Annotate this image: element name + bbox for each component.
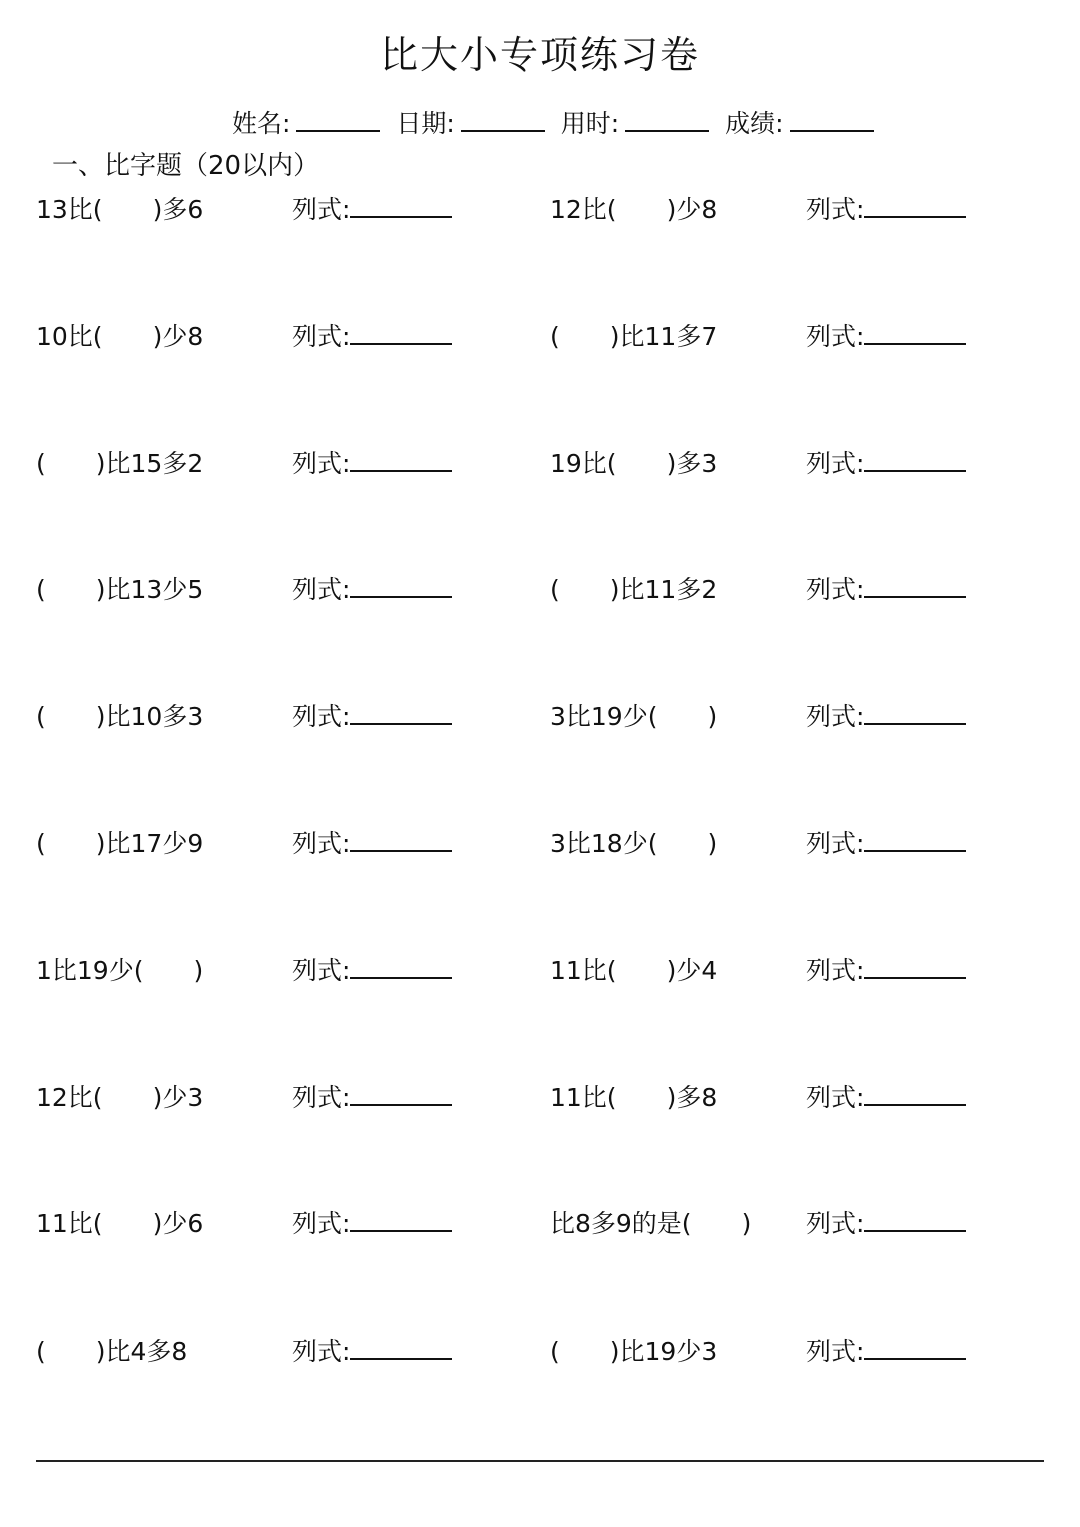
question-right: ( )比11多7 (550, 322, 718, 351)
formula-blank[interactable] (350, 194, 452, 218)
formula-blank[interactable] (864, 1082, 966, 1106)
formula-left (292, 697, 452, 733)
question-right: 比8多9的是( ) (550, 1209, 752, 1238)
formula-left (292, 444, 452, 480)
score-field (725, 104, 873, 140)
formula-label: 列式: (806, 956, 865, 985)
formula-blank[interactable] (864, 701, 966, 725)
formula-label: 列式: (806, 195, 865, 224)
formula-label: 列式: (806, 702, 865, 731)
formula-left (292, 1078, 452, 1114)
formula-label: 列式: (292, 956, 351, 985)
formula-blank[interactable] (864, 194, 966, 218)
question-right: 3比19少( ) (550, 702, 718, 731)
question-left: 1比19少( ) (36, 956, 204, 985)
question-row (0, 1204, 1080, 1244)
formula-label: 列式: (806, 1209, 865, 1238)
formula-blank[interactable] (350, 1082, 452, 1106)
formula-blank[interactable] (350, 955, 452, 979)
formula-blank[interactable] (350, 1336, 452, 1360)
formula-blank[interactable] (864, 448, 966, 472)
formula-left (292, 824, 452, 860)
formula-label: 列式: (292, 702, 351, 731)
formula-blank[interactable] (350, 828, 452, 852)
date-field (396, 104, 544, 140)
formula-blank[interactable] (350, 448, 452, 472)
formula-blank[interactable] (350, 1208, 452, 1232)
formula-right (806, 951, 966, 987)
question-right: 11比( )多8 (550, 1083, 718, 1112)
question-right: 3比18少( ) (550, 829, 718, 858)
date-label: 日期: (396, 109, 455, 138)
formula-blank[interactable] (864, 955, 966, 979)
question-row (0, 697, 1080, 737)
question-right: ( )比19少3 (550, 1337, 718, 1366)
formula-label: 列式: (806, 829, 865, 858)
name-blank[interactable] (296, 110, 380, 132)
formula-left (292, 1204, 452, 1240)
score-label: 成绩: (725, 109, 784, 138)
formula-blank[interactable] (350, 574, 452, 598)
date-blank[interactable] (461, 110, 545, 132)
question-row (0, 951, 1080, 991)
time-label: 用时: (560, 109, 620, 138)
question-row (0, 1078, 1080, 1118)
section-heading: 一、比字题（20以内） (52, 151, 320, 181)
question-left: 12比( )少3 (36, 1083, 204, 1112)
question-left: ( )比4多8 (36, 1337, 188, 1366)
formula-blank[interactable] (864, 1336, 966, 1360)
formula-label: 列式: (806, 575, 865, 604)
formula-label: 列式: (292, 322, 351, 351)
student-info-bar (232, 104, 882, 140)
formula-right (806, 1204, 966, 1240)
formula-blank[interactable] (864, 1208, 966, 1232)
question-left: ( )比17少9 (36, 829, 204, 858)
formula-right (806, 697, 966, 733)
question-row (0, 317, 1080, 357)
formula-label: 列式: (292, 449, 351, 478)
formula-blank[interactable] (864, 828, 966, 852)
question-row (0, 190, 1080, 230)
formula-label: 列式: (806, 1337, 865, 1366)
formula-label: 列式: (292, 829, 351, 858)
question-left: 13比( )多6 (36, 195, 204, 224)
question-right: ( )比11多2 (550, 575, 718, 604)
name-field (232, 104, 380, 140)
page-title: 比大小专项练习卷 (379, 33, 700, 77)
formula-left (292, 317, 452, 353)
formula-right (806, 1078, 966, 1114)
time-blank[interactable] (625, 110, 709, 132)
question-left: ( )比10多3 (36, 702, 204, 731)
formula-right (806, 570, 966, 606)
question-left: 11比( )少6 (36, 1209, 204, 1238)
formula-label: 列式: (292, 575, 351, 604)
question-right: 11比( )少4 (550, 956, 718, 985)
formula-label: 列式: (292, 1209, 351, 1238)
formula-blank[interactable] (864, 321, 966, 345)
formula-label: 列式: (806, 449, 865, 478)
formula-label: 列式: (806, 322, 865, 351)
question-right: 19比( )多3 (550, 449, 718, 478)
formula-right (806, 824, 966, 860)
time-field (561, 104, 709, 140)
bottom-divider (36, 1460, 1044, 1462)
question-row (0, 824, 1080, 864)
formula-blank[interactable] (350, 701, 452, 725)
formula-label: 列式: (292, 1337, 351, 1366)
formula-label: 列式: (806, 1083, 865, 1112)
question-row (0, 1332, 1080, 1372)
formula-label: 列式: (292, 195, 351, 224)
question-left: 10比( )少8 (36, 322, 204, 351)
formula-right (806, 444, 966, 480)
formula-left (292, 951, 452, 987)
name-label: 姓名: (232, 109, 291, 138)
question-right: 12比( )少8 (550, 195, 718, 224)
formula-right (806, 317, 966, 353)
formula-blank[interactable] (864, 574, 966, 598)
formula-label: 列式: (292, 1083, 351, 1112)
formula-right (806, 1332, 966, 1368)
formula-left (292, 1332, 452, 1368)
formula-left (292, 570, 452, 606)
formula-right (806, 190, 966, 226)
score-blank[interactable] (790, 110, 874, 132)
question-row (0, 570, 1080, 610)
question-left: ( )比13少5 (36, 575, 204, 604)
formula-blank[interactable] (350, 321, 452, 345)
question-row (0, 444, 1080, 484)
formula-left (292, 190, 452, 226)
question-left: ( )比15多2 (36, 449, 204, 478)
